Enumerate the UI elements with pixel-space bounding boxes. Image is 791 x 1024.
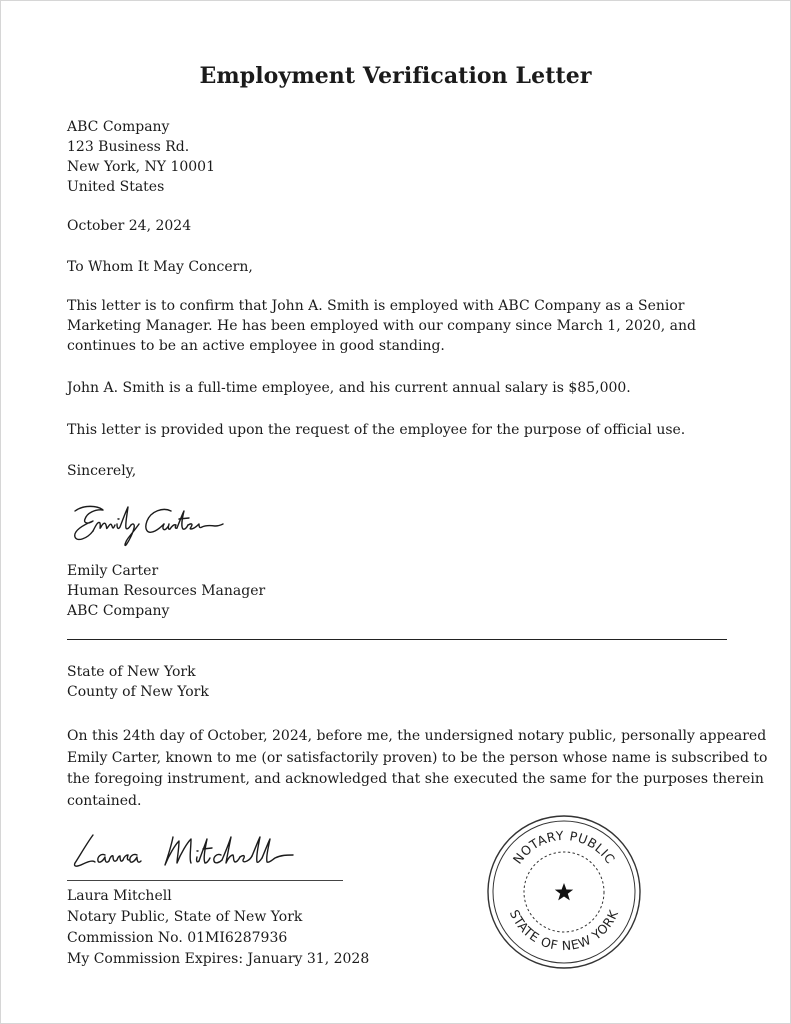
notary-county: County of New York <box>67 684 209 700</box>
seal-star-icon <box>555 883 573 900</box>
notary-signature-line <box>67 880 343 881</box>
notary-commission: Commission No. 01MI6287936 <box>67 930 288 946</box>
body-paragraph-2: John A. Smith is a full-time employee, and his current annual salary is $85,000. <box>67 380 631 396</box>
letter-title: Employment Verification Letter <box>199 63 592 89</box>
notary-name: Laura Mitchell <box>67 888 172 904</box>
body-p1-line: continues to be an active employee in good standing. <box>67 338 445 354</box>
notary-venue <box>67 662 209 702</box>
body-paragraph-3: This letter is provided upon the request of the employee for the purpose of official use. <box>67 422 686 438</box>
signer-title: Human Resources Manager <box>67 583 266 599</box>
signer-company: ABC Company <box>67 603 170 619</box>
notary-statement-line: the foregoing instrument, and acknowledged that she executed the same for the purposes therein <box>67 771 764 787</box>
sender-company: ABC Company <box>67 119 170 135</box>
notary-statement-line: contained. <box>67 792 142 809</box>
notary-statement <box>67 726 767 812</box>
sender-street: 123 Business Rd. <box>67 139 190 155</box>
notary-seal <box>485 813 643 971</box>
svg-text:STATE OF NEW YORK <box>507 907 621 953</box>
body-p1-line: This letter is to confirm that John A. Smith is employed with ABC Company as a Senior <box>67 298 685 314</box>
svg-text:NOTARY PUBLIC <box>510 828 619 867</box>
seal-bottom-text: STATE OF NEW YORK <box>506 907 622 954</box>
letter-date: October 24, 2024 <box>67 218 192 234</box>
notary-title: Notary Public, State of New York <box>67 909 303 925</box>
notary-expiration: My Commission Expires: January 31, 2028 <box>67 951 370 967</box>
body-paragraph-1 <box>67 296 696 356</box>
sender-address <box>67 117 215 197</box>
seal-top-text: NOTARY PUBLIC <box>509 827 619 867</box>
section-divider <box>67 639 727 640</box>
signer-name: Emily Carter <box>67 563 159 579</box>
signer-block <box>67 561 265 621</box>
notary-block <box>67 886 369 970</box>
sender-country: United States <box>67 179 165 195</box>
notary-statement-line: Emily Carter, known to me (or satisfactorily proven) to be the person whose name is subscribed to <box>67 749 768 766</box>
sender-city: New York, NY 10001 <box>67 159 215 175</box>
notary-state: State of New York <box>67 664 196 680</box>
salutation: To Whom It May Concern, <box>67 259 253 275</box>
body-p1-line: Marketing Manager. He has been employed with our company since March 1, 2020, and <box>67 318 696 334</box>
emily-carter-signature <box>63 497 233 549</box>
laura-mitchell-signature <box>67 827 299 877</box>
notary-statement-line: On this 24th day of October, 2024, before me, the undersigned notary public, personally appeared <box>67 728 767 744</box>
closing: Sincerely, <box>67 463 137 479</box>
